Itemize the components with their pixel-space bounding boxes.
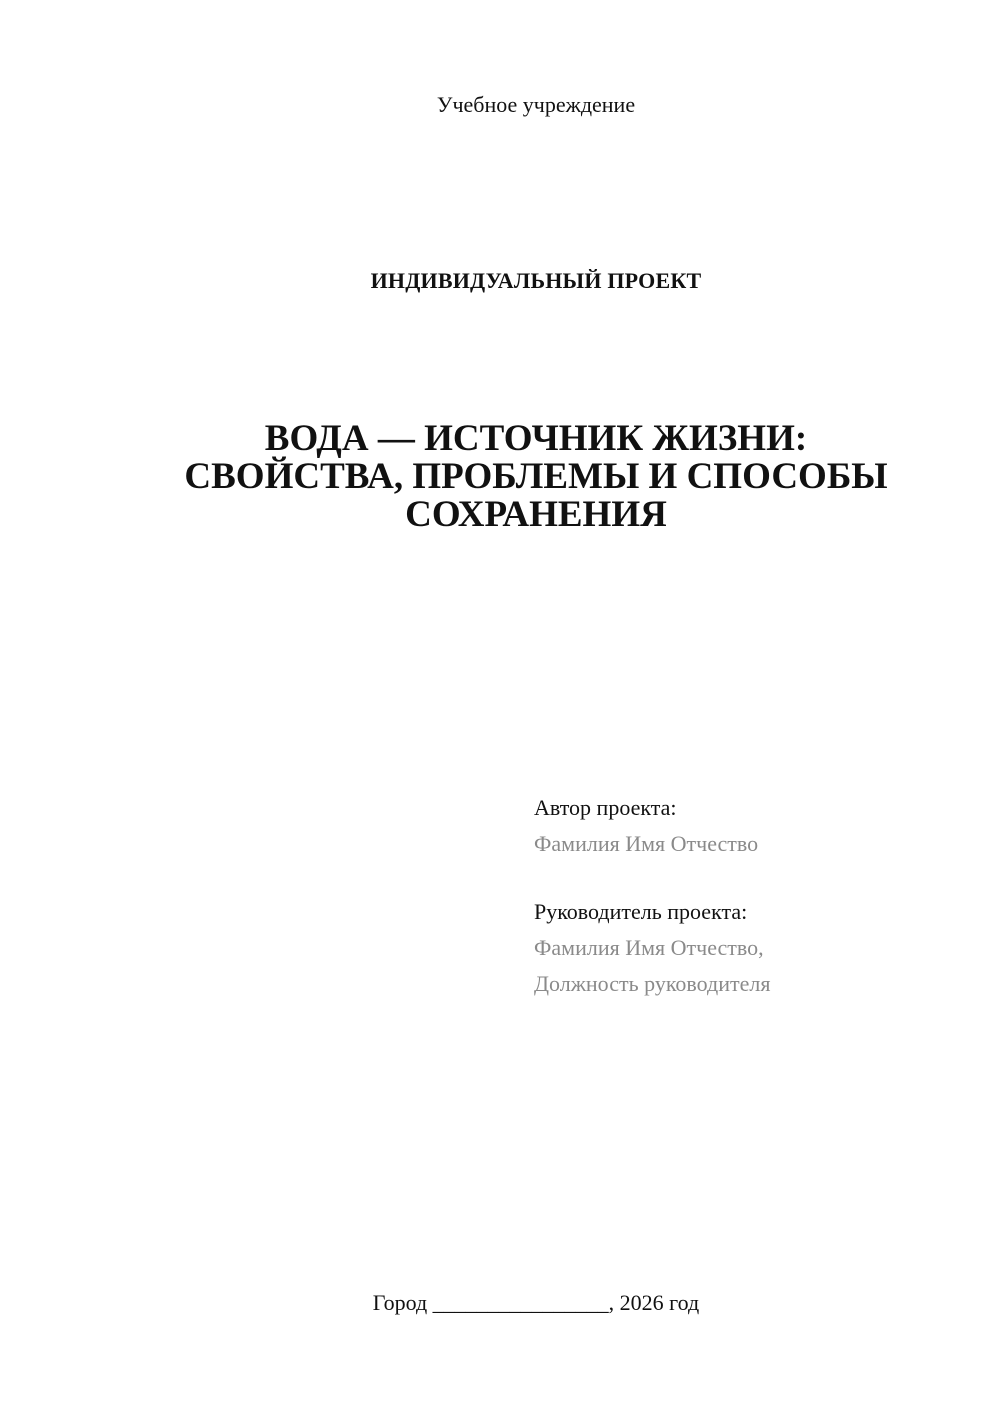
project-meta [534, 790, 770, 1002]
project-title-line-2: СВОЙСТВА, ПРОБЛЕМЫ И СПОСОБЫ [184, 456, 888, 497]
project-title-line-3: СОХРАНЕНИЯ [405, 494, 667, 535]
project-title [0, 420, 1000, 534]
document-type: ИНДИВИДУАЛЬНЫЙ ПРОЕКТ [370, 268, 702, 293]
supervisor-position: Должность руководителя [534, 971, 771, 996]
author-label: Автор проекта: [534, 795, 677, 820]
city-year-line: Город ________________, 2026 год [372, 1290, 700, 1315]
project-title-line-1: ВОДА — ИСТОЧНИК ЖИЗНИ: [264, 418, 808, 459]
supervisor-name: Фамилия Имя Отчество, [534, 935, 764, 960]
author-name: Фамилия Имя Отчество [534, 831, 759, 856]
supervisor-label: Руководитель проекта: [534, 899, 748, 924]
institution-name: Учебное учреждение [436, 92, 636, 117]
